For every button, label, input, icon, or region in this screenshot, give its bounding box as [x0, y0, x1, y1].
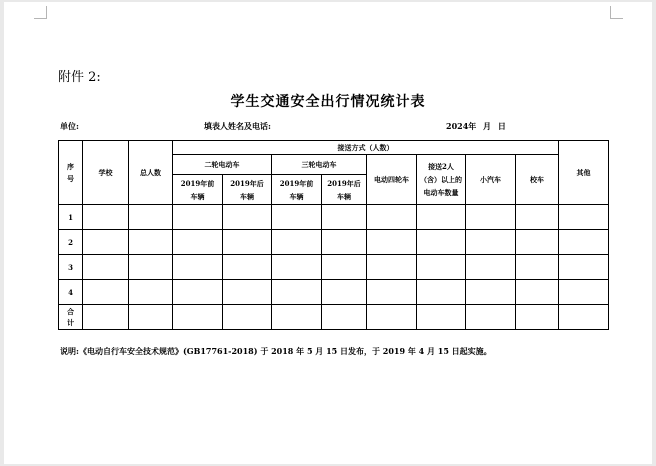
header-three-wheel: 三轮电动车: [272, 155, 367, 175]
explanation-note: 说明:《电动自行车安全技术规范》(GB17761-2018) 于 2018 年 5 月 15 日发布，于 2019 年 4 月 15 日起实施。: [60, 346, 492, 356]
header-row-1: [59, 141, 609, 155]
row-total-label: 合计: [59, 305, 83, 330]
header-two-wheel-before-2019: 2019年前车辆: [173, 175, 223, 205]
table-row: [59, 230, 609, 255]
header-school-bus: 校车: [516, 155, 559, 205]
row-seq: 4: [59, 280, 83, 305]
document-title: 学生交通安全出行情况统计表: [230, 94, 426, 110]
crop-mark-top-left: [34, 6, 47, 19]
header-seq: 序号: [59, 141, 83, 205]
unit-label: 单位:: [60, 121, 79, 131]
filler-name-phone-label: 填表人姓名及电话:: [204, 121, 271, 131]
table-row: [59, 280, 609, 305]
table-row: [59, 255, 609, 280]
header-three-wheel-before-2019: 2019年前车辆: [272, 175, 322, 205]
header-three-wheel-after-2019: 2019年后车辆: [322, 175, 367, 205]
crop-mark-top-right: [610, 6, 623, 19]
header-two-wheel-after-2019: 2019年后车辆: [223, 175, 272, 205]
header-other: 其他: [559, 141, 609, 205]
table-row: [59, 205, 609, 230]
header-total: 总人数: [129, 141, 173, 205]
row-seq: 2: [59, 230, 83, 255]
header-car: 小汽车: [466, 155, 516, 205]
attachment-label: 附件 2:: [58, 70, 101, 85]
header-two-plus: 接送2人（含）以上的电动车数量: [417, 155, 466, 205]
table-row-total: [59, 305, 609, 330]
header-two-wheel: 二轮电动车: [173, 155, 272, 175]
header-transport-group: 接送方式（人数）: [173, 141, 559, 155]
date-label: 2024年 月 日: [446, 121, 506, 131]
row-seq: 3: [59, 255, 83, 280]
header-school: 学校: [83, 141, 129, 205]
header-four-wheel: 电动四轮车: [367, 155, 417, 205]
row-seq: 1: [59, 205, 83, 230]
statistics-table: [58, 140, 609, 330]
